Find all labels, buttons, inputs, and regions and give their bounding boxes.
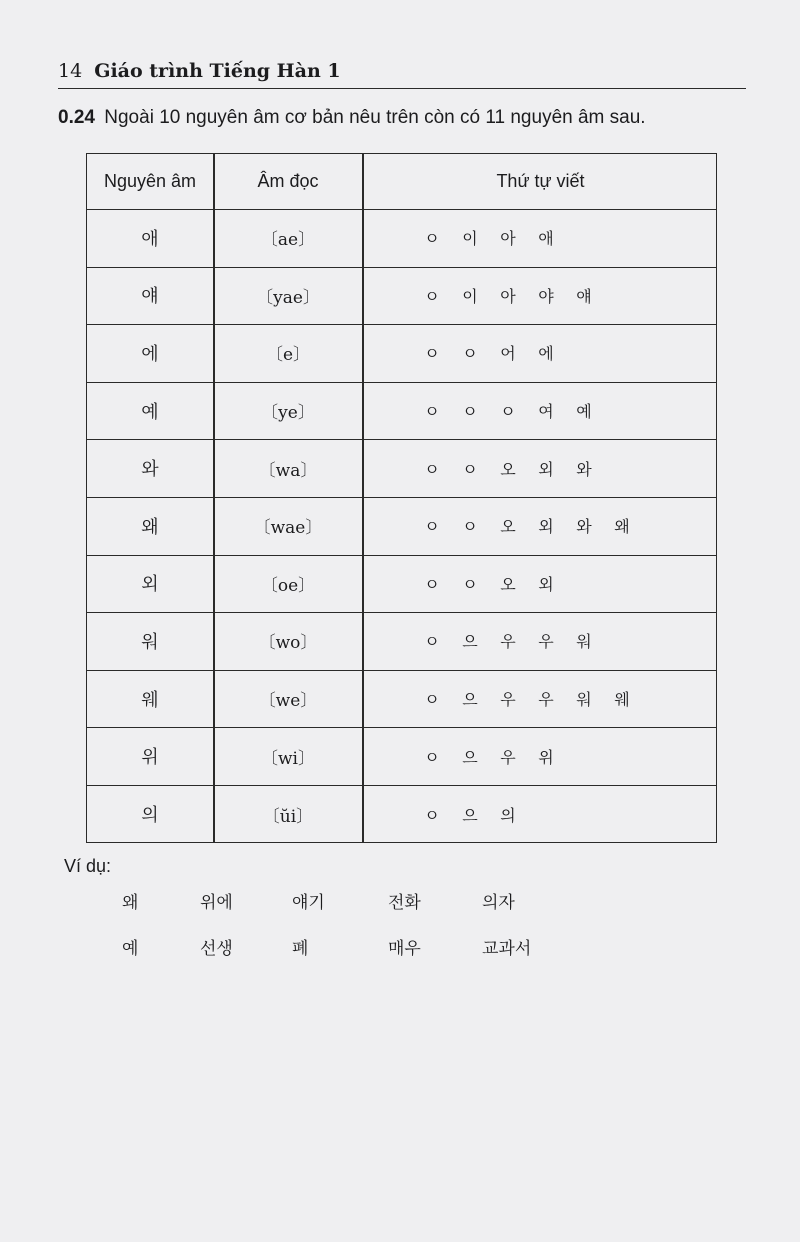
example-word: 왜: [122, 893, 139, 913]
stroke-order-cell: [413, 785, 703, 844]
vowel-cell: 왜: [141, 516, 159, 538]
vowel-cell: 예: [141, 401, 159, 423]
example-word: 선생: [200, 939, 233, 959]
stroke-step: 오: [500, 459, 516, 479]
sound-cell: 〔yae〕: [256, 287, 320, 308]
stroke-step: 우: [500, 690, 516, 710]
stroke-step: ㅇ: [424, 632, 440, 652]
vowel-cell: 외: [141, 574, 159, 596]
stroke-order-cell: [413, 267, 703, 325]
stroke-step: 우: [538, 632, 554, 652]
sound-cell: 〔e〕: [265, 345, 311, 366]
section-number: 0.24: [58, 107, 95, 128]
stroke-step: ㅇ: [424, 402, 440, 422]
stroke-step: ㅇ: [424, 690, 440, 710]
stroke-step: 이: [462, 286, 478, 306]
page-number: 14: [58, 60, 83, 82]
table-row: [87, 324, 716, 383]
header-vowel: Nguyên âm: [103, 171, 197, 191]
examples-list: [100, 888, 620, 980]
stroke-step: 으: [462, 805, 478, 825]
stroke-step: ㅇ: [424, 229, 440, 249]
stroke-step: 외: [538, 517, 554, 537]
table-row: [87, 267, 716, 326]
vowel-table: [86, 153, 717, 843]
stroke-step: ㅇ: [424, 517, 440, 537]
example-word: 의자: [482, 893, 515, 913]
stroke-step: 외: [538, 459, 554, 479]
stroke-step: 아: [500, 229, 516, 249]
stroke-step: ㅇ: [500, 402, 516, 422]
stroke-step: 위: [538, 747, 554, 767]
vowel-cell: 와: [141, 459, 159, 481]
stroke-order-cell: [413, 670, 703, 728]
example-word: 전화: [388, 893, 421, 913]
stroke-step: ㅇ: [462, 402, 478, 422]
stroke-step: 에: [538, 344, 554, 364]
vowel-cell: 얘: [141, 286, 159, 308]
stroke-step: 으: [462, 690, 478, 710]
stroke-step: 애: [538, 229, 554, 249]
table-row: [87, 209, 716, 268]
stroke-step: 왜: [614, 517, 630, 537]
stroke-step: 의: [500, 805, 516, 825]
header-sound: Âm đọc: [257, 171, 319, 191]
example-row: [100, 888, 620, 934]
example-word: 폐: [292, 939, 309, 959]
stroke-order-cell: [413, 555, 703, 613]
sound-cell: 〔we〕: [258, 691, 318, 712]
table-row: [87, 497, 716, 556]
stroke-step: 으: [462, 747, 478, 767]
stroke-order-cell: [413, 497, 703, 555]
sound-cell: 〔ŭi〕: [262, 806, 314, 827]
stroke-step: ㅇ: [462, 459, 478, 479]
table-row: [87, 555, 716, 614]
sound-cell: 〔wa〕: [258, 460, 318, 481]
table-row: [87, 785, 716, 844]
stroke-step: 이: [462, 229, 478, 249]
example-word: 위에: [200, 893, 233, 913]
stroke-order-cell: [413, 439, 703, 497]
stroke-order-cell: [413, 727, 703, 785]
vowel-cell: 에: [141, 343, 159, 365]
sound-cell: 〔wae〕: [253, 518, 323, 539]
sound-cell: 〔ye〕: [261, 403, 315, 424]
example-row: [100, 934, 620, 980]
stroke-step: 워: [576, 632, 592, 652]
vowel-cell: 애: [141, 228, 159, 250]
book-title: Giáo trình Tiếng Hàn 1: [94, 60, 341, 82]
example-word: 얘기: [292, 893, 325, 913]
header-stroke-order: Thứ tự viết: [496, 171, 585, 191]
examples-label: Ví dụ:: [64, 856, 112, 876]
stroke-step: ㅇ: [462, 517, 478, 537]
stroke-order-cell: [413, 209, 703, 267]
stroke-step: 오: [500, 574, 516, 594]
stroke-step: ㅇ: [424, 459, 440, 479]
table-row: [87, 382, 716, 441]
stroke-step: ㅇ: [462, 574, 478, 594]
stroke-step: 워: [576, 690, 592, 710]
stroke-step: 우: [538, 690, 554, 710]
stroke-step: ㅇ: [424, 805, 440, 825]
intro-text: Ngoài 10 nguyên âm cơ bản nêu trên còn có 11 nguyên âm sau.: [104, 107, 646, 128]
stroke-step: 우: [500, 632, 516, 652]
table-row: [87, 727, 716, 786]
table-header: [87, 154, 716, 210]
example-word: 매우: [388, 939, 421, 959]
stroke-step: 아: [500, 286, 516, 306]
vowel-cell: 위: [141, 747, 159, 769]
table-row: [87, 439, 716, 498]
stroke-order-cell: [413, 612, 703, 670]
table-row: [87, 670, 716, 729]
stroke-step: 얘: [576, 286, 592, 306]
stroke-order-cell: [413, 324, 703, 382]
vowel-cell: 의: [141, 805, 159, 827]
stroke-step: ㅇ: [424, 574, 440, 594]
stroke-step: 어: [500, 344, 516, 364]
stroke-step: ㅇ: [462, 344, 478, 364]
stroke-step: 웨: [614, 690, 630, 710]
vowel-cell: 웨: [141, 689, 159, 711]
table-row: [87, 612, 716, 671]
stroke-step: 와: [576, 517, 592, 537]
sound-cell: 〔wo〕: [258, 633, 318, 654]
stroke-order-cell: [413, 382, 703, 440]
stroke-step: 예: [576, 402, 592, 422]
intro-paragraph: [58, 107, 758, 129]
stroke-step: 와: [576, 459, 592, 479]
sound-cell: 〔oe〕: [260, 575, 316, 596]
stroke-step: ㅇ: [424, 344, 440, 364]
vowel-cell: 워: [141, 631, 159, 653]
stroke-step: 우: [500, 747, 516, 767]
stroke-step: ㅇ: [424, 286, 440, 306]
stroke-step: 야: [538, 286, 554, 306]
example-word: 교과서: [482, 939, 532, 959]
stroke-step: 으: [462, 632, 478, 652]
stroke-step: 외: [538, 574, 554, 594]
sound-cell: 〔ae〕: [260, 230, 316, 251]
sound-cell: 〔wi〕: [261, 748, 315, 769]
stroke-step: 오: [500, 517, 516, 537]
stroke-step: 여: [538, 402, 554, 422]
example-word: 예: [122, 939, 139, 959]
stroke-step: ㅇ: [424, 747, 440, 767]
page-header: [58, 60, 746, 89]
